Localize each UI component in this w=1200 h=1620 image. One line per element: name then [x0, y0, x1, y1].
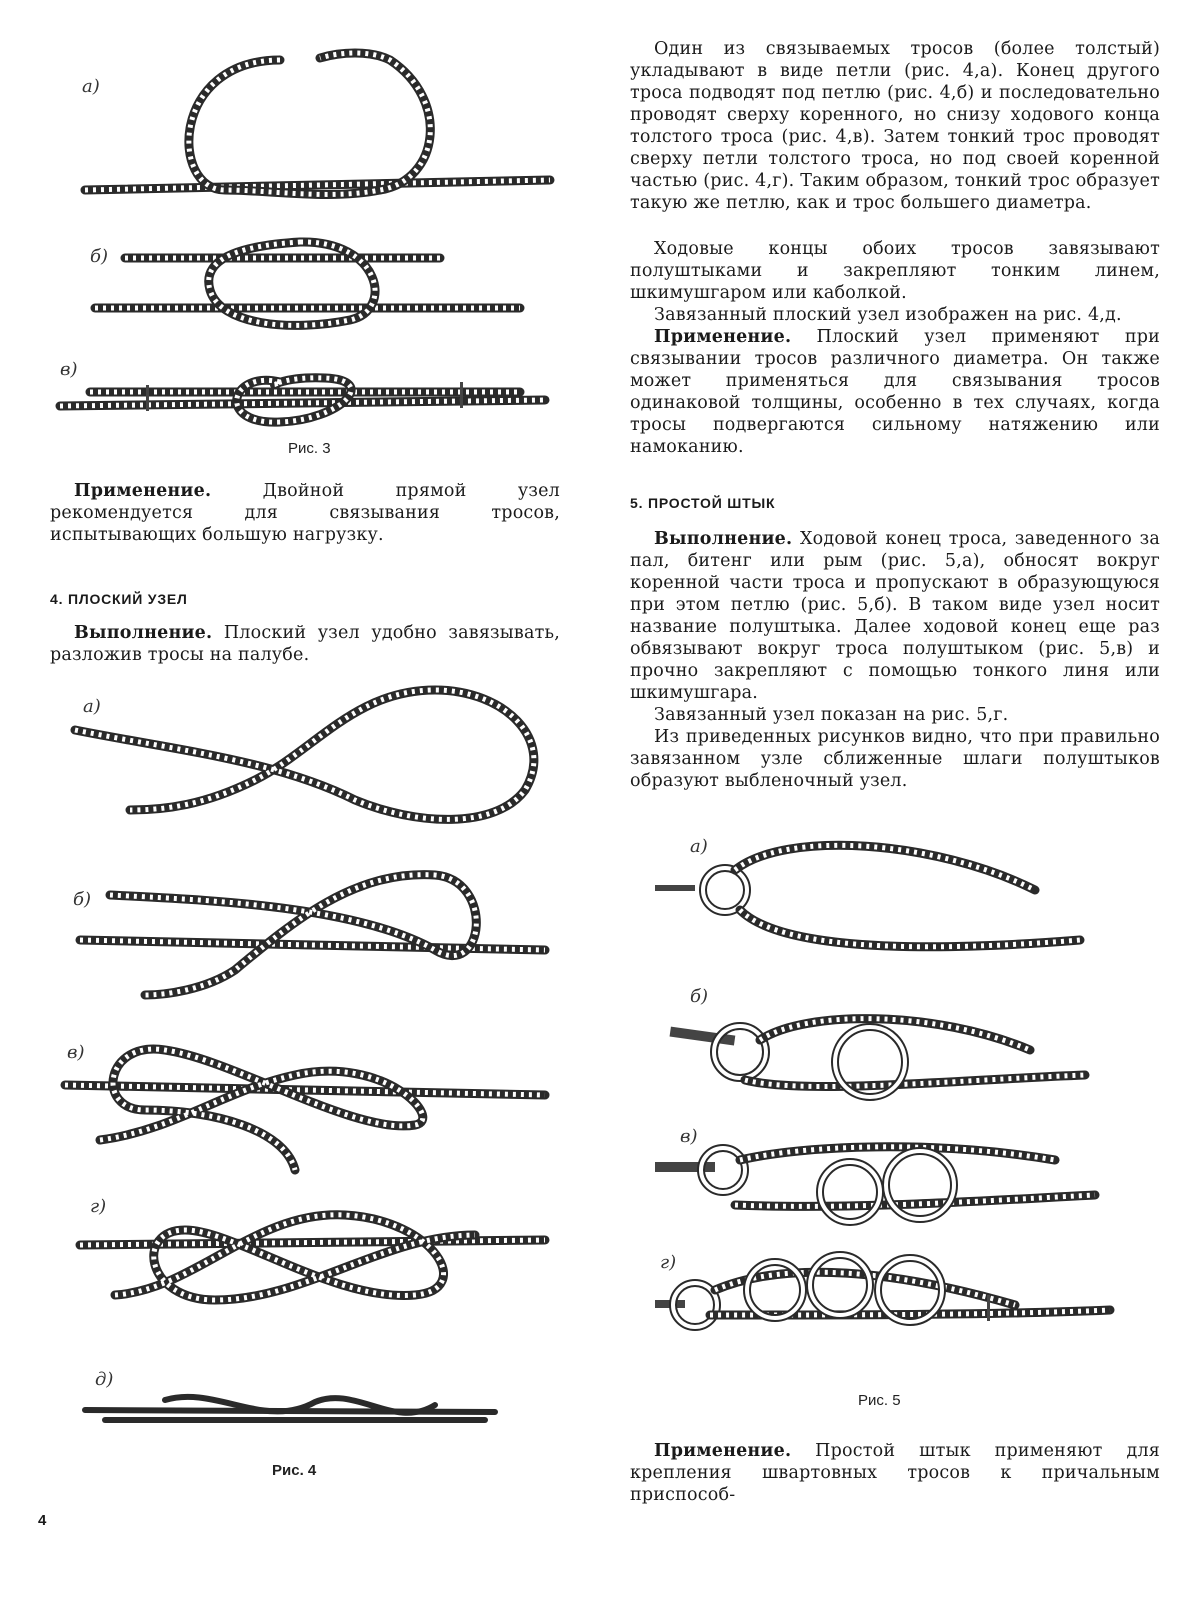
right-paragraph-2: Ходовые концы обоих тросов завязывают полуштыками и закрепляют тонким линем, шкимушгаром или каболкой.	[630, 239, 1160, 303]
fig5-label-b: б)	[690, 986, 709, 1007]
right-paragraph-5	[630, 528, 1160, 704]
fig5-caption: Рис. 5	[858, 1392, 901, 1409]
fig3-label-c: в)	[60, 359, 78, 380]
fig3-label-a: а)	[82, 76, 100, 97]
section-4-heading: 4. ПЛОСКИЙ УЗЕЛ	[50, 591, 188, 607]
figure-4	[55, 690, 575, 1480]
right-p5-text: Ходовой конец троса, заведенного за пал, битенг или рым (рис. 5,а), обносят вокруг коренной части троса и пропускают в образующуюся при этом петлю (рис. 5,б). В таком виде узел носит название полуштыка. Далее ходовой конец еще раз обвязывают вокруг троса полуштыком (рис. 5,в) и прочно закрепляют с помощью тонкого линя или шкимушгара.	[630, 529, 1160, 703]
fig4-label-b: б)	[73, 889, 92, 910]
right-p8-bold: Применение.	[654, 1441, 792, 1461]
fig3-label-b: б)	[90, 246, 109, 267]
fig5-hitch-b	[670, 1019, 1085, 1097]
fig4-knot-e	[85, 1397, 495, 1420]
fig3-caption: Рис. 3	[288, 440, 331, 457]
fig5-hitch-a	[655, 845, 1080, 946]
right-p8-text: Простой штык применяют для крепления швартовных тросов к причальным приспособ-	[630, 1441, 1160, 1505]
left-p2-text: Плоский узел удобно завязывать, разложив тросы на палубе.	[50, 623, 560, 665]
left-paragraph-execution	[50, 622, 560, 666]
fig4-label-d: г)	[90, 1196, 107, 1217]
fig5-hitch-d	[655, 1255, 1110, 1327]
fig4-caption: Рис. 4	[272, 1462, 317, 1479]
left-p1-text: Двойной прямой узел рекомендуется для связывания тросов, испытывающих большую нагрузку.	[50, 481, 560, 545]
fig4-label-c: в)	[67, 1042, 85, 1063]
fig4-knot-b	[80, 875, 545, 995]
fig5-label-a: а)	[690, 836, 708, 857]
right-p5-bold: Выполнение.	[654, 529, 793, 549]
fig5-label-c: в)	[680, 1126, 698, 1147]
fig4-knot-a	[75, 690, 534, 819]
fig3-knot-c	[60, 378, 545, 422]
right-paragraph-1: Один из связываемых тросов (более толстый) укладывают в виде петли (рис. 4,а). Конец другого троса подводят под петлю (рис. 4,б) и последовательно проводят сверху коренного, но снизу ходового конца толстого троса (рис. 4,в). Затем тонкий трос проводят сверху петли толстого троса, но под своей коренной частью (рис. 4,г). Таким образом, тонкий трос образует такую же петлю, как и трос большего диаметра.	[630, 39, 1160, 213]
left-p2-bold: Выполнение.	[74, 623, 213, 643]
left-paragraph-application	[50, 480, 560, 546]
right-paragraph-4	[630, 326, 1160, 458]
right-paragraph-7: Из приведенных рисунков видно, что при правильно завязанном узле сближенные шлаги полуштыков образуют выбленочный узел.	[630, 727, 1160, 791]
right-paragraph-6: Завязанный узел показан на рис. 5,г.	[654, 705, 1009, 725]
fig4-label-a: а)	[83, 696, 101, 717]
fig5-label-d: г)	[660, 1252, 677, 1273]
right-paragraph-3: Завязанный плоский узел изображен на рис. 4,д.	[654, 305, 1122, 325]
fig3-knot-a	[85, 53, 550, 194]
fig3-knot-b	[95, 242, 520, 325]
fig4-knot-d	[80, 1215, 545, 1300]
figure-5	[655, 830, 1135, 1370]
section-5-heading: 5. ПРОСТОЙ ШТЫК	[630, 495, 776, 511]
page-number: 4	[38, 1512, 47, 1529]
right-paragraph-8	[630, 1440, 1160, 1506]
figure-3	[50, 40, 570, 440]
right-p4-text: Плоский узел применяют при связывании тросов различного диаметра. Он также может применяться для связывания тросов одинаковой толщины, особенно в тех случаях, когда тросы подвергаются сильному натяжению или намоканию.	[630, 327, 1160, 457]
right-p4-bold: Применение.	[654, 327, 792, 347]
left-p1-bold: Применение.	[74, 481, 212, 501]
fig4-knot-c	[65, 1049, 545, 1170]
fig4-label-e: д)	[95, 1369, 114, 1390]
fig5-hitch-c	[655, 1147, 1095, 1222]
